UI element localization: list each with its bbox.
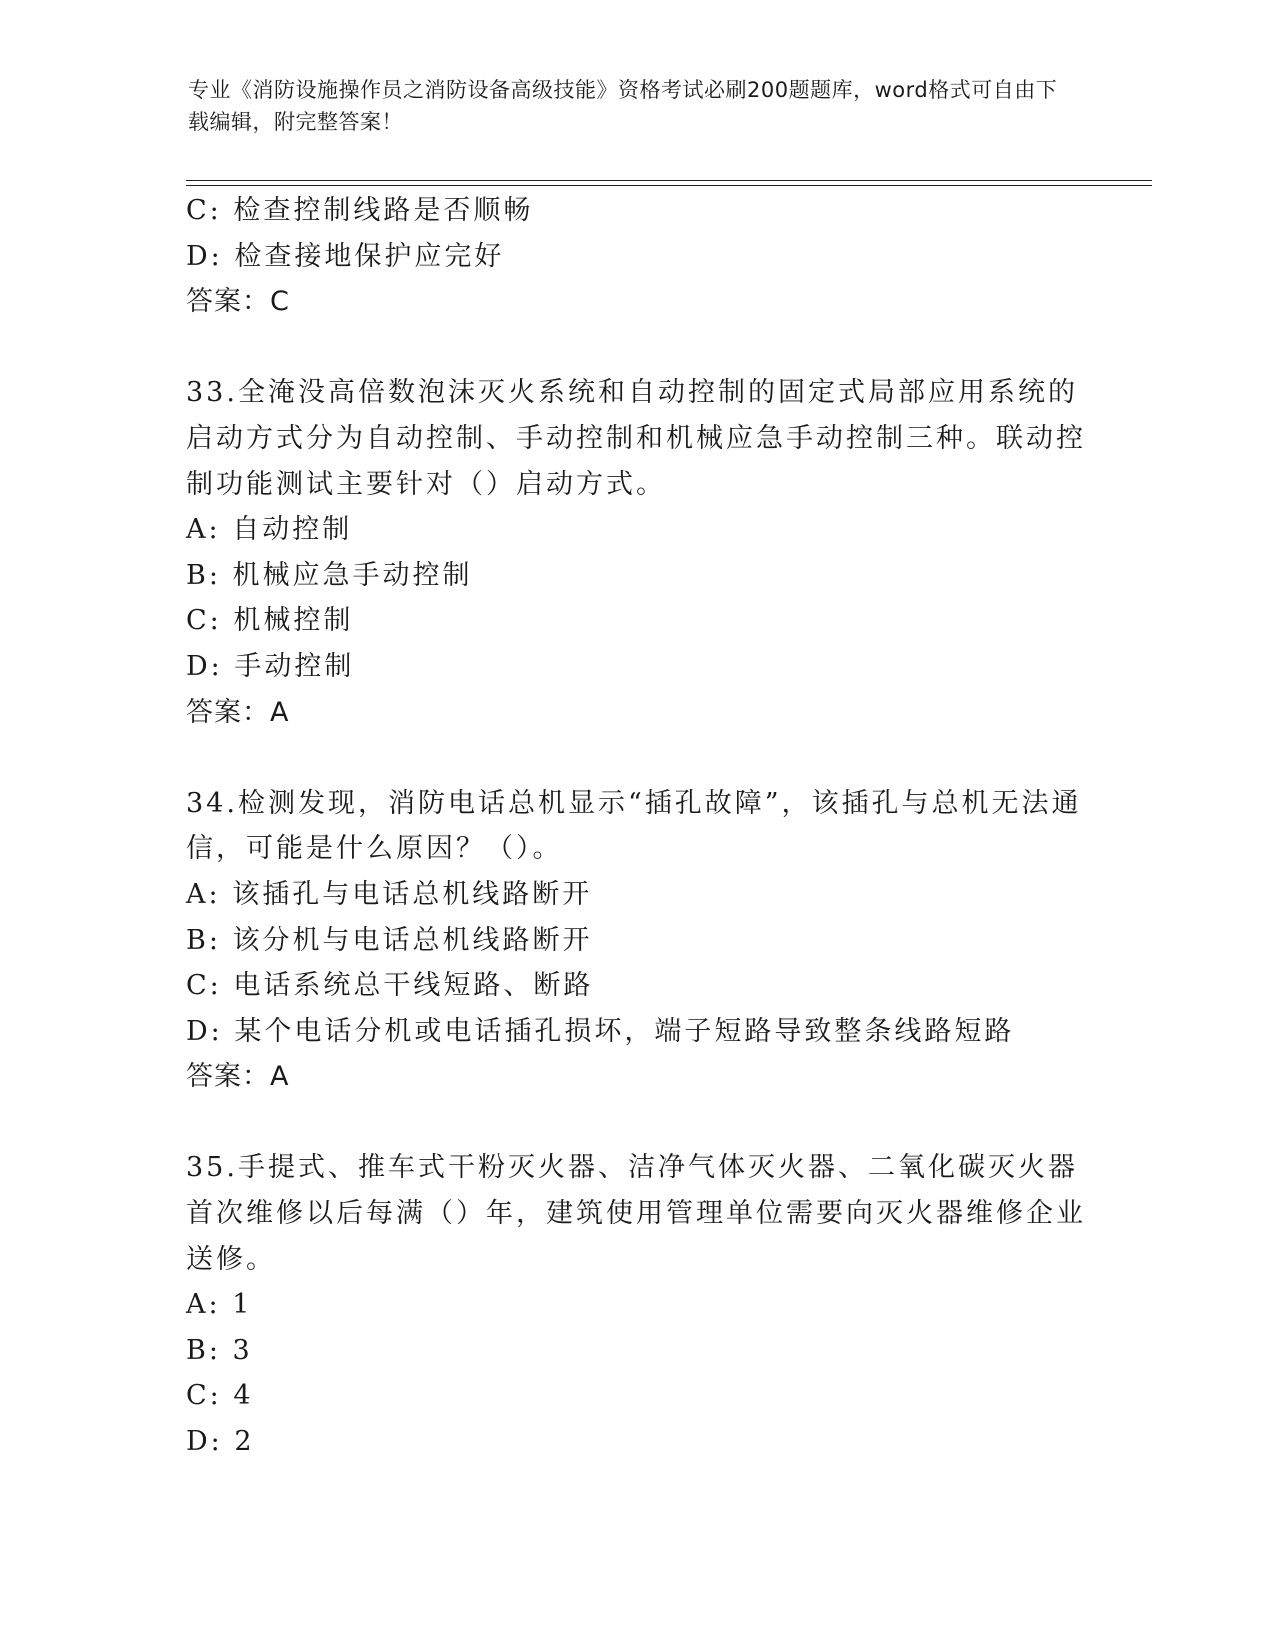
option-c: C: 4 xyxy=(186,1380,254,1412)
option-d: D: 检查接地保护应完好 xyxy=(186,240,505,272)
option-b: B: 3 xyxy=(186,1334,253,1366)
answer: 答案：C xyxy=(186,286,290,318)
option-d: D: 2 xyxy=(186,1426,255,1458)
option-a: A: 该插孔与电话总机线路断开 xyxy=(186,878,593,910)
question-32-fragment xyxy=(186,188,1086,325)
question-35 xyxy=(186,1145,1086,1464)
option-c: C: 机械控制 xyxy=(186,605,354,637)
document-body xyxy=(186,188,1086,1465)
header-rule-top xyxy=(186,180,1152,181)
option-c: C: 检查控制线路是否顺畅 xyxy=(186,195,534,226)
option-b: B: 机械应急手动控制 xyxy=(186,559,473,591)
question-stem: 33.全淹没高倍数泡沫灭火系统和自动控制的固定式局部应用系统的启动方式分为自动控制、手动控制和机械应急手动控制三种。联动控制功能测试主要针对（）启动方式。 xyxy=(186,377,1086,500)
header-rule-bottom xyxy=(186,185,1152,186)
option-a: A: 自动控制 xyxy=(186,514,353,546)
question-stem: 35.手提式、推车式干粉灭火器、洁净气体灭火器、二氧化碳灭火器首次维修以后每满（）年，建筑使用管理单位需要向灭火器维修企业送修。 xyxy=(186,1152,1086,1275)
option-b: B: 该分机与电话总机线路断开 xyxy=(186,924,593,956)
document-header: 专业《消防设施操作员之消防设备高级技能》资格考试必刷200题题库，word格式可自由下载编辑，附完整答案！ xyxy=(188,78,1058,134)
option-c: C: 电话系统总干线短路、断路 xyxy=(186,970,594,1002)
question-34 xyxy=(186,781,1086,1100)
question-stem: 34.检测发现，消防电话总机显示“插孔故障”，该插孔与总机无法通信，可能是什么原因？（）。 xyxy=(186,787,1082,865)
answer: 答案：A xyxy=(186,1061,290,1093)
question-33 xyxy=(186,370,1086,735)
option-d: D: 某个电话分机或电话插孔损坏，端子短路导致整条线路短路 xyxy=(186,1015,1015,1047)
option-a: A: 1 xyxy=(186,1289,253,1321)
option-d: D: 手动控制 xyxy=(186,650,355,682)
answer: 答案：A xyxy=(186,696,290,728)
